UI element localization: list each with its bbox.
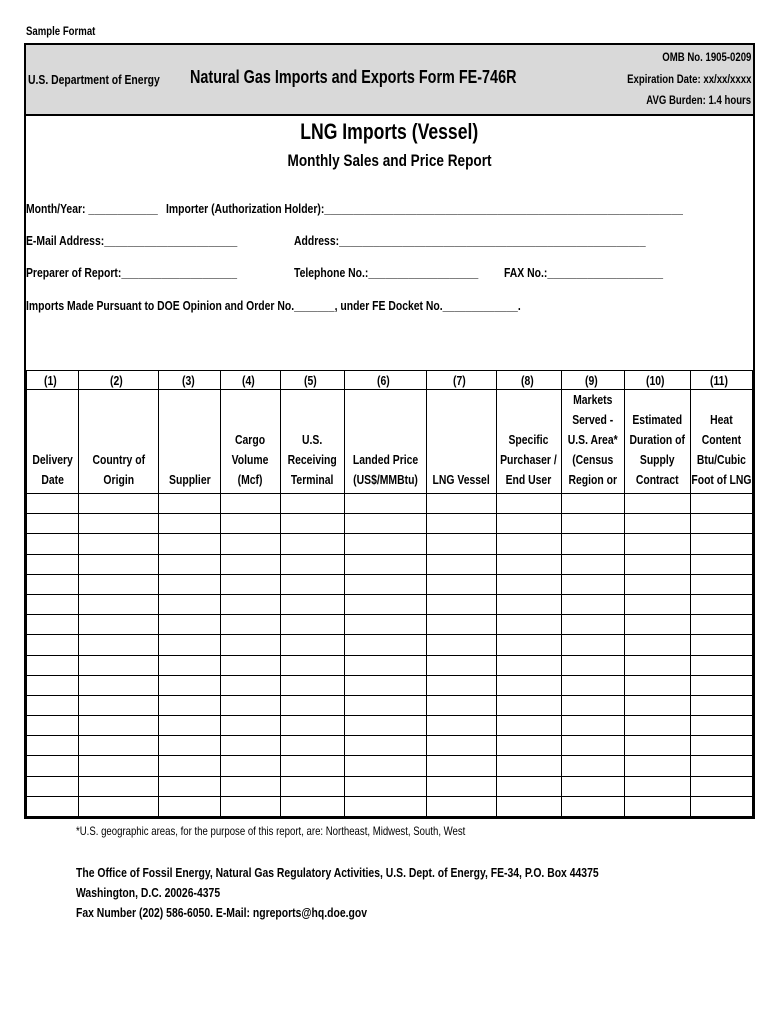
- table-cell[interactable]: [690, 695, 752, 715]
- table-cell[interactable]: [281, 716, 345, 736]
- table-cell[interactable]: [159, 514, 221, 534]
- column-number: (2): [78, 371, 159, 390]
- table-cell[interactable]: [426, 756, 496, 776]
- table-cell[interactable]: [281, 695, 345, 715]
- table-cell[interactable]: [220, 776, 280, 796]
- table-cell[interactable]: [344, 716, 426, 736]
- column-header-row: [27, 390, 753, 494]
- table-cell[interactable]: [220, 796, 280, 816]
- table-cell[interactable]: [562, 494, 625, 514]
- table-cell[interactable]: [496, 574, 562, 594]
- table-cell[interactable]: [496, 554, 562, 574]
- table-cell[interactable]: [220, 554, 280, 574]
- table-cell[interactable]: [281, 554, 345, 574]
- report-table: [26, 370, 753, 817]
- table-cell[interactable]: [281, 534, 345, 554]
- table-cell[interactable]: [78, 514, 159, 534]
- table-cell[interactable]: [344, 615, 426, 635]
- table-cell[interactable]: [496, 615, 562, 635]
- table-cell[interactable]: [78, 716, 159, 736]
- table-cell[interactable]: [344, 635, 426, 655]
- table-cell[interactable]: [426, 776, 496, 796]
- column-number: (7): [426, 371, 496, 390]
- table-cell[interactable]: [426, 534, 496, 554]
- table-cell[interactable]: [27, 736, 79, 756]
- table-cell[interactable]: [344, 736, 426, 756]
- table-cell[interactable]: [220, 534, 280, 554]
- table-cell[interactable]: [27, 655, 79, 675]
- table-row: [27, 574, 753, 594]
- table-cell[interactable]: [344, 655, 426, 675]
- table-cell[interactable]: [220, 574, 280, 594]
- table-cell[interactable]: [690, 615, 752, 635]
- table-row: [27, 514, 753, 534]
- table-cell[interactable]: [220, 635, 280, 655]
- table-row: [27, 716, 753, 736]
- table-cell[interactable]: [281, 615, 345, 635]
- table-cell[interactable]: [496, 494, 562, 514]
- column-number: (4): [220, 371, 280, 390]
- table-cell[interactable]: [625, 635, 690, 655]
- table-cell[interactable]: [625, 675, 690, 695]
- table-cell[interactable]: [625, 534, 690, 554]
- column-number: (10): [625, 371, 690, 390]
- table-cell[interactable]: [159, 756, 221, 776]
- table-cell[interactable]: [562, 554, 625, 574]
- table-cell[interactable]: [496, 776, 562, 796]
- table-cell[interactable]: [562, 534, 625, 554]
- table-cell[interactable]: [78, 776, 159, 796]
- table-row: [27, 594, 753, 614]
- table-cell[interactable]: [426, 716, 496, 736]
- table-cell[interactable]: [78, 494, 159, 514]
- office-address-line2: Washington, D.C. 20026-4375: [76, 885, 221, 900]
- table-cell[interactable]: [625, 514, 690, 534]
- table-cell[interactable]: [625, 716, 690, 736]
- table-cell[interactable]: [496, 675, 562, 695]
- table-cell[interactable]: [27, 574, 79, 594]
- column-header: Specific Purchaser / End User: [496, 390, 562, 494]
- column-header: Cargo Volume (Mcf): [220, 390, 280, 494]
- table-cell[interactable]: [27, 776, 79, 796]
- table-cell[interactable]: [625, 494, 690, 514]
- table-cell[interactable]: [496, 635, 562, 655]
- table-cell[interactable]: [281, 635, 345, 655]
- address-field[interactable]: Address:_____________________________________________________: [294, 233, 646, 248]
- table-cell[interactable]: [562, 796, 625, 816]
- table-cell[interactable]: [426, 736, 496, 756]
- table-cell[interactable]: [562, 756, 625, 776]
- table-cell[interactable]: [426, 594, 496, 614]
- table-row: [27, 494, 753, 514]
- table-cell[interactable]: [426, 554, 496, 574]
- table-cell[interactable]: [690, 574, 752, 594]
- table-cell[interactable]: [496, 756, 562, 776]
- table-row: [27, 534, 753, 554]
- table-cell[interactable]: [690, 655, 752, 675]
- table-cell[interactable]: [344, 776, 426, 796]
- table-cell[interactable]: [426, 635, 496, 655]
- table-cell[interactable]: [27, 716, 79, 736]
- preparer-field[interactable]: Preparer of Report:____________________: [26, 265, 238, 280]
- expiration-date: Expiration Date: xx/xx/xxxx: [626, 72, 751, 86]
- table-cell[interactable]: [27, 514, 79, 534]
- column-number: (8): [496, 371, 562, 390]
- table-cell[interactable]: [159, 574, 221, 594]
- table-row: [27, 635, 753, 655]
- table-row: [27, 695, 753, 715]
- column-number: (5): [281, 371, 345, 390]
- table-cell[interactable]: [159, 776, 221, 796]
- form-header: [26, 45, 753, 116]
- table-cell[interactable]: [220, 695, 280, 715]
- table-cell[interactable]: [159, 716, 221, 736]
- table-cell[interactable]: [78, 655, 159, 675]
- office-address-line1: The Office of Fossil Energy, Natural Gas Regulatory Activities, U.S. Dept. of Energy, FE-34, P.O. Box 44375: [76, 865, 599, 880]
- table-cell[interactable]: [426, 574, 496, 594]
- table-cell[interactable]: [159, 675, 221, 695]
- table-cell[interactable]: [426, 655, 496, 675]
- table-cell[interactable]: [78, 736, 159, 756]
- table-cell[interactable]: [281, 494, 345, 514]
- table-cell[interactable]: [344, 675, 426, 695]
- column-header: Estimated Duration of Supply Contract: [625, 390, 690, 494]
- table-cell[interactable]: [78, 534, 159, 554]
- table-cell[interactable]: [78, 675, 159, 695]
- table-cell[interactable]: [78, 594, 159, 614]
- column-number: (1): [27, 371, 79, 390]
- table-cell[interactable]: [78, 574, 159, 594]
- table-cell[interactable]: [426, 514, 496, 534]
- table-cell[interactable]: [27, 615, 79, 635]
- table-cell[interactable]: [220, 514, 280, 534]
- form-frame: [24, 43, 755, 819]
- table-cell[interactable]: [496, 796, 562, 816]
- table-cell[interactable]: [27, 494, 79, 514]
- table-cell[interactable]: [496, 716, 562, 736]
- table-cell[interactable]: [78, 756, 159, 776]
- table-cell[interactable]: [344, 514, 426, 534]
- table-cell[interactable]: [562, 514, 625, 534]
- table-cell[interactable]: [27, 534, 79, 554]
- table-cell[interactable]: [625, 554, 690, 574]
- table-cell[interactable]: [281, 776, 345, 796]
- table-cell[interactable]: [159, 534, 221, 554]
- table-cell[interactable]: [625, 655, 690, 675]
- table-cell[interactable]: [78, 615, 159, 635]
- table-row: [27, 554, 753, 574]
- table-cell[interactable]: [690, 514, 752, 534]
- telephone-field[interactable]: Telephone No.:___________________: [294, 265, 479, 280]
- table-cell[interactable]: [496, 736, 562, 756]
- table-cell[interactable]: [78, 554, 159, 574]
- table-cell[interactable]: [625, 574, 690, 594]
- table-cell[interactable]: [220, 736, 280, 756]
- table-cell[interactable]: [344, 554, 426, 574]
- table-cell[interactable]: [690, 594, 752, 614]
- table-cell[interactable]: [159, 554, 221, 574]
- table-cell[interactable]: [426, 695, 496, 715]
- table-cell[interactable]: [496, 594, 562, 614]
- table-cell[interactable]: [562, 716, 625, 736]
- department-name: U.S. Department of Energy: [28, 72, 160, 87]
- importer-field[interactable]: Importer (Authorization Holder):______________________________________________________________: [166, 201, 683, 216]
- table-cell[interactable]: [344, 796, 426, 816]
- table-cell[interactable]: [426, 494, 496, 514]
- table-row: [27, 615, 753, 635]
- table-cell[interactable]: [625, 615, 690, 635]
- table-cell[interactable]: [344, 756, 426, 776]
- omb-number: OMB No. 1905-0209: [661, 50, 751, 64]
- report-subtitle: Monthly Sales and Price Report: [287, 151, 492, 170]
- table-cell[interactable]: [562, 655, 625, 675]
- table-cell[interactable]: [496, 514, 562, 534]
- email-field[interactable]: E-Mail Address:_______________________: [26, 233, 238, 248]
- table-cell[interactable]: [562, 635, 625, 655]
- table-cell[interactable]: [344, 534, 426, 554]
- column-header: Landed Price (US$/MMBtu): [344, 390, 426, 494]
- table-cell[interactable]: [78, 796, 159, 816]
- column-header: LNG Vessel: [426, 390, 496, 494]
- table-cell[interactable]: [562, 736, 625, 756]
- table-cell[interactable]: [562, 574, 625, 594]
- table-cell[interactable]: [159, 695, 221, 715]
- column-number: (6): [344, 371, 426, 390]
- fax-field[interactable]: FAX No.:____________________: [504, 265, 664, 280]
- table-row: [27, 675, 753, 695]
- table-cell[interactable]: [690, 554, 752, 574]
- table-cell[interactable]: [220, 716, 280, 736]
- table-cell[interactable]: [344, 594, 426, 614]
- table-cell[interactable]: [690, 796, 752, 816]
- table-cell[interactable]: [27, 675, 79, 695]
- table-cell[interactable]: [344, 574, 426, 594]
- table-cell[interactable]: [159, 494, 221, 514]
- table-cell[interactable]: [625, 776, 690, 796]
- table-cell[interactable]: [281, 736, 345, 756]
- table-cell[interactable]: [159, 655, 221, 675]
- table-cell[interactable]: [281, 514, 345, 534]
- table-cell[interactable]: [426, 675, 496, 695]
- table-cell[interactable]: [159, 736, 221, 756]
- sample-format-label: Sample Format: [26, 24, 96, 38]
- table-cell[interactable]: [496, 695, 562, 715]
- table-cell[interactable]: [562, 594, 625, 614]
- table-cell[interactable]: [496, 534, 562, 554]
- table-cell[interactable]: [220, 675, 280, 695]
- table-row: [27, 756, 753, 776]
- table-cell[interactable]: [690, 716, 752, 736]
- avg-burden: AVG Burden: 1.4 hours: [646, 93, 751, 107]
- table-cell[interactable]: [159, 796, 221, 816]
- table-cell[interactable]: [281, 574, 345, 594]
- table-cell[interactable]: [625, 796, 690, 816]
- column-number-row: [27, 371, 753, 390]
- table-cell[interactable]: [690, 776, 752, 796]
- column-header: Delivery Date: [27, 390, 79, 494]
- column-header: Markets Served - U.S. Area* (Census Region or: [562, 390, 625, 494]
- table-cell[interactable]: [159, 615, 221, 635]
- table-cell[interactable]: [625, 695, 690, 715]
- column-number: (9): [562, 371, 625, 390]
- imports-pursuant-field[interactable]: Imports Made Pursuant to DOE Opinion and Order No._______, under FE Docket No._____________.: [26, 298, 521, 313]
- table-cell[interactable]: [562, 695, 625, 715]
- table-cell[interactable]: [220, 655, 280, 675]
- table-cell[interactable]: [562, 615, 625, 635]
- footnote: *U.S. geographic areas, for the purpose of this report, are: Northeast, Midwest, South, West: [76, 824, 466, 838]
- table-cell[interactable]: [690, 736, 752, 756]
- table-cell[interactable]: [220, 594, 280, 614]
- month-year-field[interactable]: Month/Year: ____________: [26, 201, 158, 216]
- table-cell[interactable]: [690, 534, 752, 554]
- table-cell[interactable]: [281, 756, 345, 776]
- column-header: Heat Content Btu/Cubic Foot of LNG: [690, 390, 752, 494]
- table-cell[interactable]: [625, 756, 690, 776]
- table-cell[interactable]: [27, 594, 79, 614]
- column-number: (3): [159, 371, 221, 390]
- table-cell[interactable]: [27, 635, 79, 655]
- table-cell[interactable]: [496, 655, 562, 675]
- table-cell[interactable]: [27, 756, 79, 776]
- table-cell[interactable]: [690, 756, 752, 776]
- table-cell[interactable]: [625, 736, 690, 756]
- column-header: U.S. Receiving Terminal: [281, 390, 345, 494]
- column-header: Supplier: [159, 390, 221, 494]
- column-header: Country of Origin: [78, 390, 159, 494]
- table-row: [27, 796, 753, 816]
- table-cell[interactable]: [27, 695, 79, 715]
- table-cell[interactable]: [426, 796, 496, 816]
- table-cell[interactable]: [625, 594, 690, 614]
- table-row: [27, 655, 753, 675]
- table-cell[interactable]: [220, 615, 280, 635]
- table-cell[interactable]: [690, 675, 752, 695]
- table-cell[interactable]: [426, 615, 496, 635]
- table-cell[interactable]: [220, 494, 280, 514]
- report-title: LNG Imports (Vessel): [300, 119, 479, 144]
- table-cell[interactable]: [690, 635, 752, 655]
- table-cell[interactable]: [159, 594, 221, 614]
- table-cell[interactable]: [281, 675, 345, 695]
- table-cell[interactable]: [344, 494, 426, 514]
- table-cell[interactable]: [220, 756, 280, 776]
- table-cell[interactable]: [690, 494, 752, 514]
- table-cell[interactable]: [562, 776, 625, 796]
- table-cell[interactable]: [344, 695, 426, 715]
- table-row: [27, 736, 753, 756]
- table-cell[interactable]: [78, 635, 159, 655]
- form-title: Natural Gas Imports and Exports Form FE-746R: [190, 67, 517, 87]
- table-cell[interactable]: [27, 796, 79, 816]
- column-number: (11): [690, 371, 752, 390]
- table-cell[interactable]: [281, 594, 345, 614]
- table-cell[interactable]: [281, 796, 345, 816]
- table-row: [27, 776, 753, 796]
- table-cell[interactable]: [78, 695, 159, 715]
- office-contact-line: Fax Number (202) 586-6050. E-Mail: ngreports@hq.doe.gov: [76, 905, 368, 920]
- table-cell[interactable]: [159, 635, 221, 655]
- table-cell[interactable]: [27, 554, 79, 574]
- table-cell[interactable]: [562, 675, 625, 695]
- table-cell[interactable]: [281, 655, 345, 675]
